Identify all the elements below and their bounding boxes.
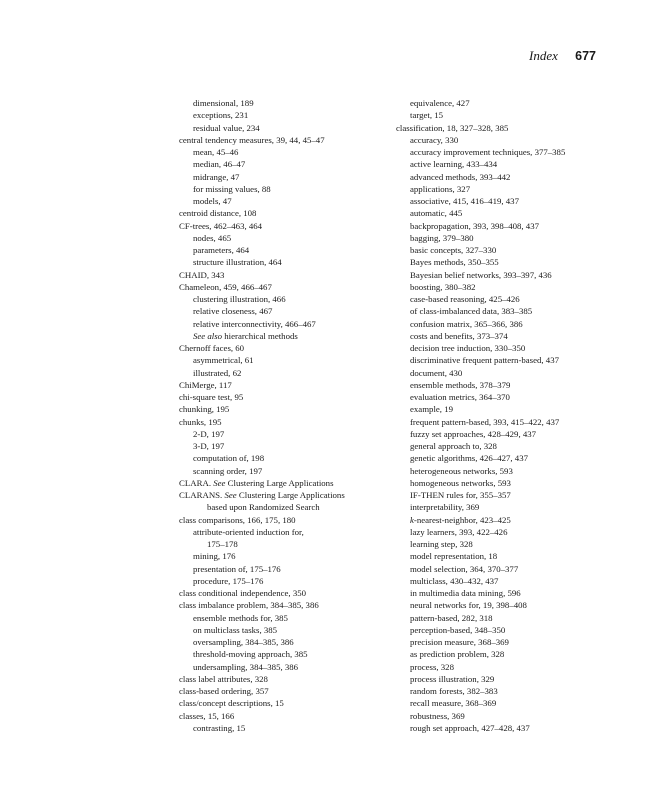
- entry-text: robustness, 369: [410, 710, 465, 721]
- entry-text: case-based reasoning, 425–426: [410, 294, 520, 304]
- index-subentry: [179, 440, 404, 452]
- index-subentry: [396, 452, 621, 464]
- entry-text: evaluation metrics, 364–370: [410, 392, 510, 402]
- index-entry: [179, 489, 404, 501]
- index-column-left: [179, 97, 404, 734]
- entry-text: advanced methods, 393–442: [410, 171, 511, 182]
- index-subentry: [396, 171, 621, 183]
- index-subentry: [396, 256, 621, 268]
- entry-text: threshold-moving approach, 385: [193, 649, 308, 660]
- index-subentry: [396, 158, 621, 170]
- entry-text: Chameleon, 459, 466–467: [179, 281, 272, 292]
- index-entry: [179, 269, 404, 281]
- entry-text: 175–178: [207, 539, 238, 549]
- entry-text: Bayesian belief networks, 393–397, 436: [410, 269, 552, 280]
- index-subentry: [179, 354, 404, 366]
- index-subentry: [179, 452, 404, 464]
- entry-text: for missing values, 88: [193, 183, 271, 194]
- index-subentry: [396, 195, 621, 207]
- index-subentry: [396, 538, 621, 550]
- entry-text: precision measure, 368–369: [410, 637, 509, 647]
- entry-text: as prediction problem, 328: [410, 649, 505, 660]
- entry-text: computation of, 198: [193, 453, 265, 464]
- index-subentry: [396, 220, 621, 232]
- index-subentry: [179, 122, 404, 134]
- entry-text: models, 47: [193, 196, 232, 206]
- index-subentry: [396, 501, 621, 513]
- index-entry: [179, 599, 404, 611]
- index-subentry: [396, 428, 621, 440]
- index-subentry: [179, 293, 404, 305]
- entry-text: homogeneous networks, 593: [410, 477, 511, 488]
- entry-text: process illustration, 329: [410, 673, 495, 684]
- index-subentry: [179, 722, 404, 734]
- index-subentry: [179, 538, 404, 550]
- entry-text: dimensional, 189: [193, 98, 254, 108]
- index-subentry: [396, 403, 621, 415]
- entry-text: undersampling, 384–385, 386: [193, 661, 299, 672]
- index-entry: [179, 514, 404, 526]
- entry-text: chunks, 195: [179, 416, 222, 427]
- entry-text: accuracy, 330: [410, 134, 459, 145]
- entry-text: frequent pattern-based, 393, 415–422, 437: [410, 416, 560, 427]
- entry-text: boosting, 380–382: [410, 281, 476, 292]
- running-header: [529, 47, 596, 65]
- index-subentry: [179, 661, 404, 673]
- index-subentry: [179, 244, 404, 256]
- entry-text: illustrated, 62: [193, 367, 242, 378]
- index-subentry: [396, 612, 621, 624]
- index-subentry: [396, 624, 621, 636]
- index-subentry: [179, 526, 404, 538]
- entry-text: chunking, 195: [179, 404, 230, 415]
- entry-text: genetic algorithms, 426–427, 437: [410, 453, 529, 464]
- entry-text: CF-trees, 462–463, 464: [179, 220, 263, 231]
- entry-text: chi-square test, 95: [179, 392, 244, 402]
- entry-text: perception-based, 348–350: [410, 624, 506, 635]
- index-subentry: [179, 636, 404, 648]
- entry-text: pattern-based, 282, 318: [410, 612, 493, 623]
- entry-text: process, 328: [410, 661, 454, 672]
- index-subentry: [396, 514, 621, 526]
- index-subentry: [396, 207, 621, 219]
- entry-text: class conditional independence, 350: [179, 588, 307, 598]
- index-subentry: [396, 146, 621, 158]
- entry-text: residual value, 234: [193, 122, 260, 133]
- index-subentry: [396, 685, 621, 697]
- entry-text: structure illustration, 464: [193, 257, 282, 268]
- entry-text: presentation of, 175–176: [193, 563, 281, 574]
- entry-text: relative closeness, 467: [193, 306, 273, 317]
- entry-term: CLARA.: [179, 477, 214, 488]
- italic-term: See: [224, 490, 237, 500]
- index-entry: [179, 477, 404, 489]
- index-subentry: [396, 244, 621, 256]
- index-entry: [179, 685, 404, 697]
- entry-text: model selection, 364, 370–377: [410, 563, 519, 574]
- entry-text: random forests, 382–383: [410, 686, 498, 696]
- entry-text: of class-imbalanced data, 383–385: [410, 306, 533, 317]
- entry-text: equivalence, 427: [410, 98, 470, 108]
- index-entry: [179, 673, 404, 685]
- index-subentry: [396, 661, 621, 673]
- entry-text: automatic, 445: [410, 208, 463, 219]
- entry-text: 3-D, 197: [193, 441, 225, 451]
- index-subentry: [396, 391, 621, 403]
- entry-text: class comparisons, 166, 175, 180: [179, 514, 296, 525]
- index-entry: [179, 134, 404, 146]
- index-subentry: [396, 710, 621, 722]
- entry-text: class/concept descriptions, 15: [179, 698, 284, 709]
- entry-text: on multiclass tasks, 385: [193, 624, 278, 635]
- entry-text: decision tree induction, 330–350: [410, 343, 526, 353]
- index-entry: [179, 220, 404, 232]
- index-subentry: [179, 97, 404, 109]
- index-subentry: [179, 171, 404, 183]
- index-entry: [179, 207, 404, 219]
- index-subentry: [179, 367, 404, 379]
- index-subentry: [396, 379, 621, 391]
- index-subentry: [179, 146, 404, 158]
- index-subentry: [396, 636, 621, 648]
- index-subentry: [179, 183, 404, 195]
- italic-term: See: [213, 477, 226, 488]
- index-subentry: [179, 232, 404, 244]
- index-subentry: [179, 501, 404, 513]
- entry-text: CHAID, 343: [179, 269, 225, 280]
- italic-term: k: [410, 514, 414, 525]
- entry-text: Clustering Large Applications: [225, 477, 334, 488]
- entry-text: recall measure, 368–369: [410, 698, 497, 709]
- entry-text: classification, 18, 327–328, 385: [396, 122, 509, 133]
- entry-text: centroid distance, 108: [179, 208, 257, 219]
- index-subentry: [179, 563, 404, 575]
- index-subentry: [179, 256, 404, 268]
- index-subentry: [396, 330, 621, 342]
- entry-text: interpretability, 369: [410, 502, 480, 513]
- entry-text: class label attributes, 328: [179, 673, 268, 684]
- index-subentry: [396, 416, 621, 428]
- entry-text: -nearest-neighbor, 423–425: [413, 514, 511, 525]
- index-subentry: [396, 318, 621, 330]
- entry-text: in multimedia data mining, 596: [410, 588, 521, 598]
- entry-text: general approach to, 328: [410, 441, 497, 451]
- index-column-right: [396, 97, 621, 734]
- entry-text: relative interconnectivity, 466–467: [193, 318, 316, 329]
- index-subentry: [396, 293, 621, 305]
- entry-text: ChiMerge, 117: [179, 379, 232, 390]
- entry-text: backpropagation, 393, 398–408, 437: [410, 220, 539, 231]
- index-subentry: [396, 367, 621, 379]
- entry-text: learning step, 328: [410, 539, 473, 549]
- entry-text: heterogeneous networks, 593: [410, 465, 513, 476]
- index-subentry: [396, 575, 621, 587]
- index-subentry: [179, 330, 404, 342]
- index-subentry: [179, 428, 404, 440]
- entry-text: discriminative frequent pattern-based, 437: [410, 355, 560, 366]
- index-subentry: [396, 342, 621, 354]
- entry-text: midrange, 47: [193, 171, 240, 182]
- index-entry: [179, 379, 404, 391]
- entry-text: document, 430: [410, 367, 463, 378]
- entry-text: fuzzy set approaches, 428–429, 437: [410, 428, 537, 439]
- section-title: Index: [529, 48, 558, 63]
- entry-text: applications, 327: [410, 183, 471, 194]
- entry-text: attribute-oriented induction for,: [193, 526, 304, 537]
- entry-text: procedure, 175–176: [193, 575, 264, 586]
- entry-text: scanning order, 197: [193, 465, 263, 476]
- index-subentry: [396, 269, 621, 281]
- index-subentry: [396, 550, 621, 562]
- index-entry: [179, 587, 404, 599]
- entry-text: based upon Randomized Search: [207, 502, 320, 513]
- index-entry: [396, 122, 621, 134]
- entry-text: model representation, 18: [410, 551, 498, 562]
- entry-text: active learning, 433–434: [410, 159, 498, 170]
- entry-text: IF-THEN rules for, 355–357: [410, 490, 511, 500]
- index-subentry: [396, 109, 621, 121]
- entry-text: exceptions, 231: [193, 110, 249, 121]
- entry-text: Clustering Large Applications: [236, 490, 345, 500]
- index-subentry: [396, 305, 621, 317]
- entry-text: classes, 15, 166: [179, 710, 235, 721]
- index-subentry: [396, 587, 621, 599]
- index-entry: [179, 710, 404, 722]
- index-subentry: [396, 648, 621, 660]
- entry-text: example, 19: [410, 404, 453, 415]
- index-subentry: [396, 354, 621, 366]
- entry-text: class-based ordering, 357: [179, 686, 269, 696]
- index-subentry: [396, 697, 621, 709]
- index-subentry: [396, 440, 621, 452]
- index-entry: [179, 391, 404, 403]
- index-subentry: [179, 158, 404, 170]
- index-subentry: [396, 489, 621, 501]
- entry-text: basic concepts, 327–330: [410, 245, 497, 255]
- entry-text: target, 15: [410, 110, 444, 121]
- entry-text: contrasting, 15: [193, 722, 246, 733]
- entry-text: median, 46–47: [193, 159, 246, 170]
- index-subentry: [179, 575, 404, 587]
- entry-text: clustering illustration, 466: [193, 294, 286, 304]
- index-entry: [179, 403, 404, 415]
- index-entry: [179, 416, 404, 428]
- entry-text: confusion matrix, 365–366, 386: [410, 318, 523, 329]
- entry-text: Bayes methods, 350–355: [410, 257, 499, 268]
- index-subentry: [396, 599, 621, 611]
- entry-text: rough set approach, 427–428, 437: [410, 722, 530, 733]
- index-subentry: [396, 232, 621, 244]
- entry-text: mining, 176: [193, 551, 236, 562]
- entry-text: bagging, 379–380: [410, 232, 474, 243]
- index-subentry: [396, 281, 621, 293]
- entry-text: accuracy improvement techniques, 377–385: [410, 147, 566, 157]
- entry-text: associative, 415, 416–419, 437: [410, 196, 519, 206]
- entry-text: lazy learners, 393, 422–426: [410, 526, 508, 537]
- index-subentry: [179, 648, 404, 660]
- italic-term: See also: [193, 330, 223, 341]
- index-subentry: [179, 109, 404, 121]
- page-number: 677: [575, 49, 596, 63]
- index-subentry: [179, 550, 404, 562]
- entry-text: ensemble methods, 378–379: [410, 379, 511, 390]
- entry-text: asymmetrical, 61: [193, 355, 254, 366]
- index-subentry: [396, 477, 621, 489]
- entry-text: parameters, 464: [193, 245, 250, 255]
- index-subentry: [396, 563, 621, 575]
- index-subentry: [396, 97, 621, 109]
- index-subentry: [396, 183, 621, 195]
- entry-text: hierarchical methods: [222, 330, 298, 341]
- index-subentry: [396, 673, 621, 685]
- index-subentry: [179, 612, 404, 624]
- entry-text: ensemble methods for, 385: [193, 612, 288, 623]
- index-subentry: [396, 526, 621, 538]
- index-subentry: [396, 465, 621, 477]
- entry-text: neural networks for, 19, 398–408: [410, 600, 527, 611]
- entry-text: mean, 45–46: [193, 147, 239, 157]
- index-subentry: [179, 624, 404, 636]
- index-subentry: [179, 195, 404, 207]
- index-subentry: [179, 318, 404, 330]
- entry-text: nodes, 465: [193, 232, 232, 243]
- entry-term: CLARANS.: [179, 490, 225, 500]
- entry-text: central tendency measures, 39, 44, 45–47: [179, 134, 325, 145]
- entry-text: Chernoff faces, 60: [179, 343, 245, 353]
- entry-text: multiclass, 430–432, 437: [410, 575, 499, 586]
- entry-text: oversampling, 384–385, 386: [193, 637, 294, 647]
- entry-text: class imbalance problem, 384–385, 386: [179, 600, 319, 611]
- index-entry: [179, 281, 404, 293]
- index-entry: [179, 342, 404, 354]
- entry-text: 2-D, 197: [193, 428, 225, 439]
- index-subentry: [179, 465, 404, 477]
- index-subentry: [396, 722, 621, 734]
- index-subentry: [396, 134, 621, 146]
- index-subentry: [179, 305, 404, 317]
- entry-text: costs and benefits, 373–374: [410, 330, 508, 341]
- index-entry: [179, 697, 404, 709]
